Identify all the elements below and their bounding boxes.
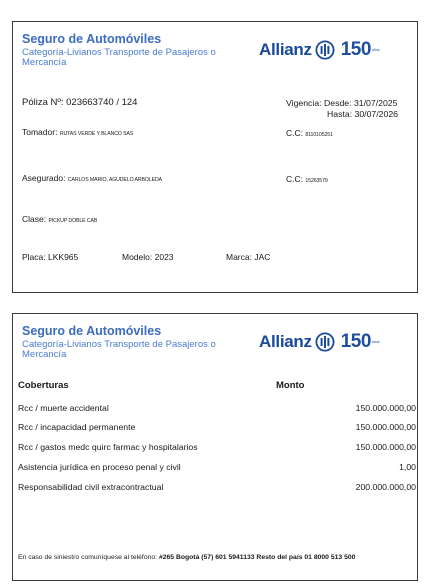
poliza-value: 023663740 / 124 xyxy=(66,97,138,108)
asegurado-field xyxy=(22,173,162,183)
asegurado-value: CARLOS MARIO, AGUDELO ARBOLEDA xyxy=(67,177,163,183)
coverage-amount: 150.000.000,00 xyxy=(355,442,416,452)
marca-field xyxy=(226,252,270,262)
clase-value: PICKUP DOBLE CAB xyxy=(48,218,98,224)
modelo-label: Modelo: xyxy=(122,252,153,262)
brand-name: Allianz xyxy=(259,332,312,351)
coverage-row xyxy=(18,462,416,474)
coverage-row xyxy=(18,422,416,434)
tomador-value: RUTAS VERDE Y BLANCO SAS xyxy=(59,131,134,137)
card-subtitle: Categoría-Livianos Transporte de Pasajeros o Mercancía xyxy=(22,339,216,360)
brand-logo xyxy=(259,331,379,353)
brand-logo xyxy=(259,39,379,61)
claims-contact xyxy=(18,554,355,561)
poliza-field xyxy=(22,97,137,108)
clase-field xyxy=(22,214,97,224)
coverage-row xyxy=(18,482,416,494)
brand-name: Allianz xyxy=(259,40,312,59)
poliza-label: Póliza Nº: xyxy=(22,97,64,108)
vigencia-desde: Desde: 31/07/2025 xyxy=(324,98,398,108)
allianz-eagle-icon xyxy=(315,332,335,352)
card-subtitle: Categoría-Livianos Transporte de Pasajeros o Mercancía xyxy=(22,47,216,68)
monto-header: Monto xyxy=(276,380,305,391)
vigencia-label: Vigencia: xyxy=(286,98,322,108)
placa-value: LKK965 xyxy=(48,252,79,262)
policy-card xyxy=(12,21,418,293)
coverage-card xyxy=(12,313,418,581)
anniversary-number: 150 xyxy=(340,39,371,60)
marca-value: JAC xyxy=(254,252,271,262)
coverage-amount: 200.000.000,00 xyxy=(355,482,416,492)
vigencia-hasta: Hasta: 30/07/2026 xyxy=(327,109,399,119)
cc1-field xyxy=(286,128,333,138)
anniversary-sub: años xyxy=(371,48,380,52)
coverage-name: Responsabilidad civil extracontractual xyxy=(18,482,164,492)
cc2-field xyxy=(286,174,328,184)
anniversary-sub: años xyxy=(371,340,380,344)
placa-field xyxy=(22,252,78,262)
anniversary-number: 150 xyxy=(340,331,371,352)
coverage-row xyxy=(18,442,416,454)
placa-label: Placa: xyxy=(22,252,46,262)
cc2-label: C.C: xyxy=(286,174,303,184)
coverage-name: Asistencia jurídica en proceso penal y civil xyxy=(18,462,181,472)
coverage-amount: 150.000.000,00 xyxy=(355,422,416,432)
cc1-value: 8110105251 xyxy=(305,132,333,138)
coverage-name: Rcc / gastos medc quirc farmac y hospitalarios xyxy=(18,442,198,452)
allianz-eagle-icon xyxy=(315,40,335,60)
tomador-field xyxy=(22,127,133,137)
claims-prefix: En caso de siniestro comuníquese al teléfono: xyxy=(18,554,158,561)
cc1-label: C.C: xyxy=(286,128,303,138)
coverage-row xyxy=(18,403,416,415)
coverage-amount: 1,00 xyxy=(399,462,416,472)
vigencia-field xyxy=(286,98,397,108)
card-title: Seguro de Automóviles xyxy=(22,324,162,338)
modelo-value: 2023 xyxy=(154,252,174,262)
marca-label: Marca: xyxy=(226,252,252,262)
card-title: Seguro de Automóviles xyxy=(22,32,162,46)
coberturas-header: Coberturas xyxy=(18,380,69,391)
modelo-field xyxy=(122,252,174,262)
coverage-name: Rcc / incapacidad permanente xyxy=(18,422,136,432)
tomador-label: Tomador: xyxy=(22,127,58,137)
coverage-name: Rcc / muerte accidental xyxy=(18,403,109,413)
asegurado-label: Asegurado: xyxy=(22,173,66,183)
clase-label: Clase: xyxy=(22,214,47,224)
coverage-amount: 150.000.000,00 xyxy=(355,403,416,413)
claims-phones: #265 Bogotá (57) 601 5941133 Resto del país 01 8000 513 500 xyxy=(158,554,356,561)
cc2-value: 15263579 xyxy=(305,178,328,184)
